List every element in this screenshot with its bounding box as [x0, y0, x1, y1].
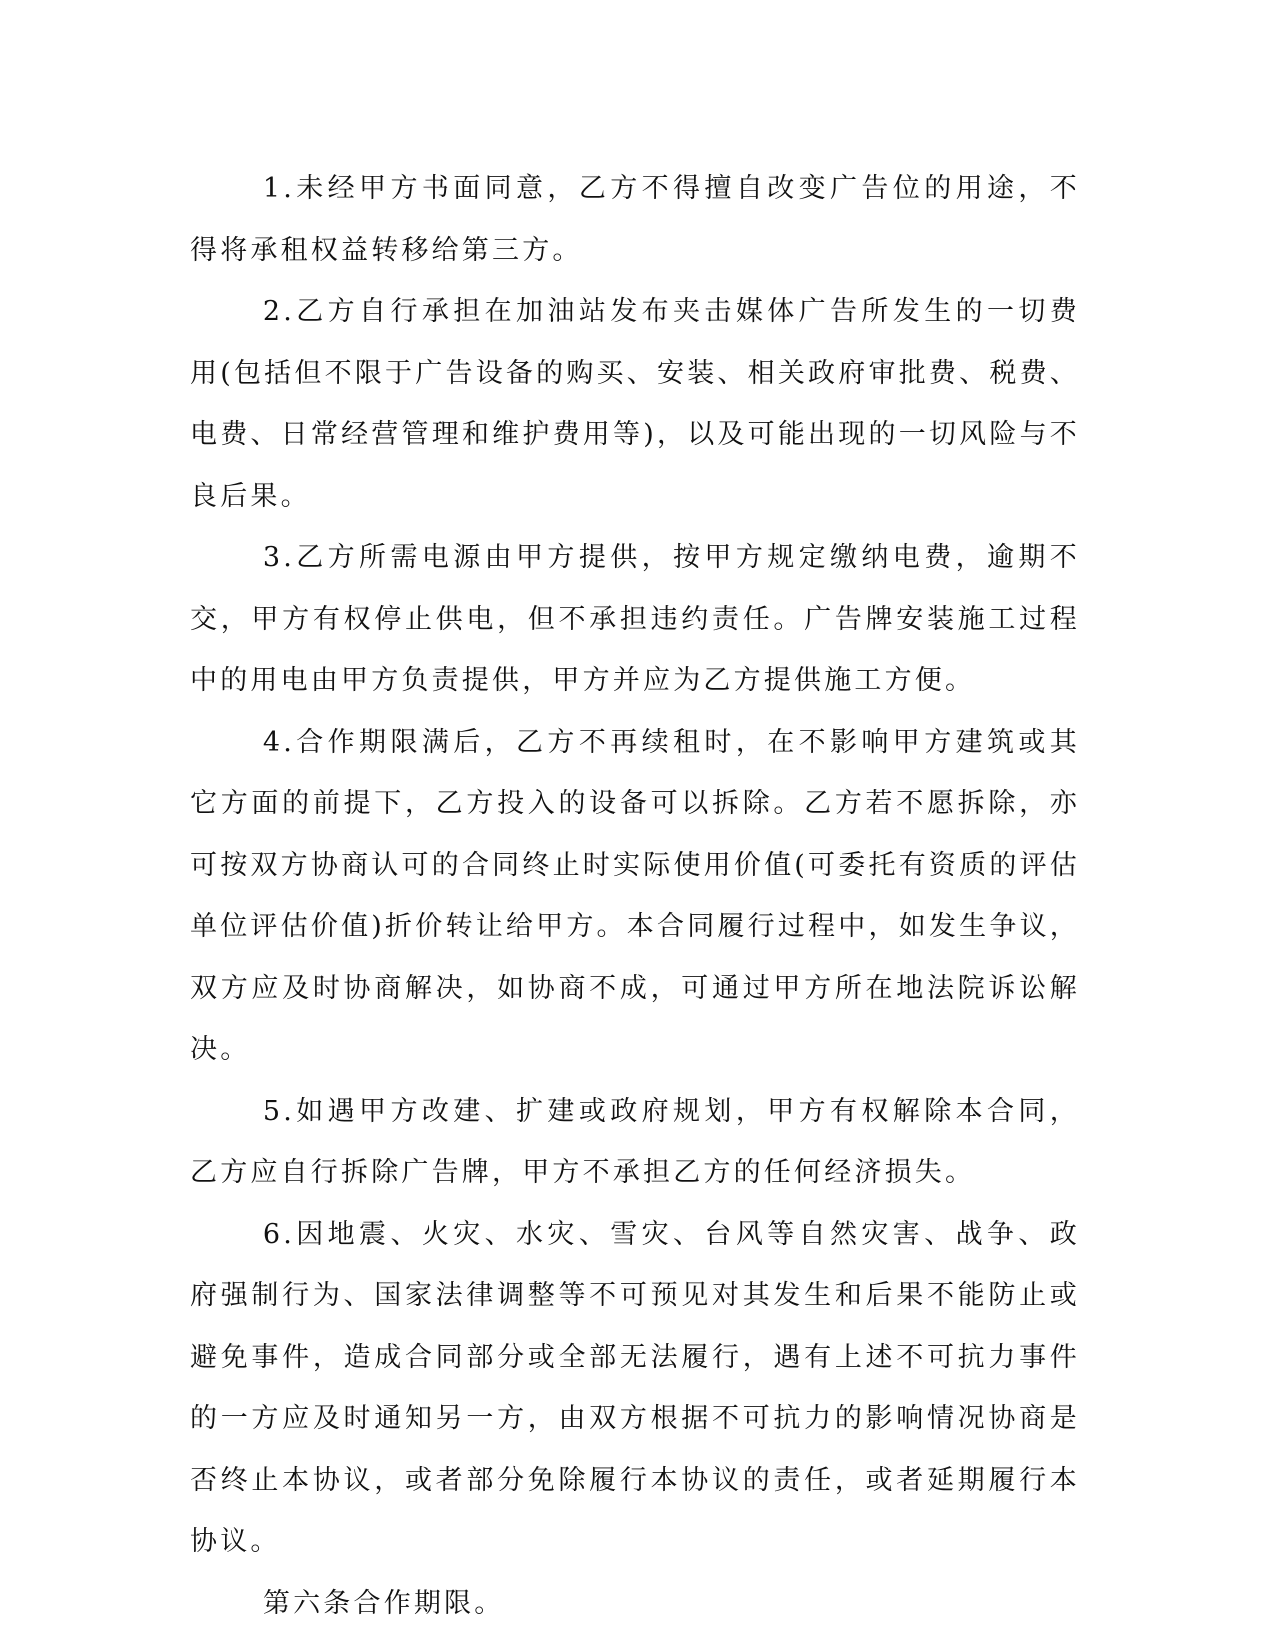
paragraph-clause-5: 5.如遇甲方改建、扩建或政府规划，甲方有权解除本合同，乙方应自行拆除广告牌，甲方不承担乙方的任何经济损失。 [190, 1095, 1080, 1188]
section-heading-cooperation-period: 第六条合作期限。 [262, 1587, 505, 1619]
paragraph-clause-6: 6.因地震、火灾、水灾、雪灾、台风等自然灾害、战争、政府强制行为、国家法律调整等不可预见对其发生和后果不能防止或避免事件，造成合同部分或全部无法履行，遇有上述不可抗力事件的一方应及时通知另一方，由双方根据不可抗力的影响情况协商是否终止本协议，或者部分免除履行本协议的责任，或者延期履行本协议。 [190, 1218, 1080, 1557]
document-body [190, 158, 1080, 1634]
paragraph-clause-1: 1.未经甲方书面同意，乙方不得擅自改变广告位的用途，不得将承租权益转移给第三方。 [190, 173, 1080, 266]
paragraph-clause-3: 3.乙方所需电源由甲方提供，按甲方规定缴纳电费，逾期不交，甲方有权停止供电，但不承担违约责任。广告牌安装施工过程中的用电由甲方负责提供，甲方并应为乙方提供施工方便。 [190, 542, 1080, 696]
paragraph-clause-4: 4.合作期限满后，乙方不再续租时，在不影响甲方建筑或其它方面的前提下，乙方投入的设备可以拆除。乙方若不愿拆除，亦可按双方协商认可的合同终止时实际使用价值(可委托有资质的评估单位评估价值)折价转让给甲方。本合同履行过程中，如发生争议，双方应及时协商解决，如协商不成，可通过甲方所在地法院诉讼解决。 [190, 726, 1080, 1065]
paragraph-clause-2: 2.乙方自行承担在加油站发布夹击媒体广告所发生的一切费用(包括但不限于广告设备的购买、安装、相关政府审批费、税费、电费、日常经营管理和维护费用等)，以及可能出现的一切风险与不良后果。 [190, 296, 1080, 512]
